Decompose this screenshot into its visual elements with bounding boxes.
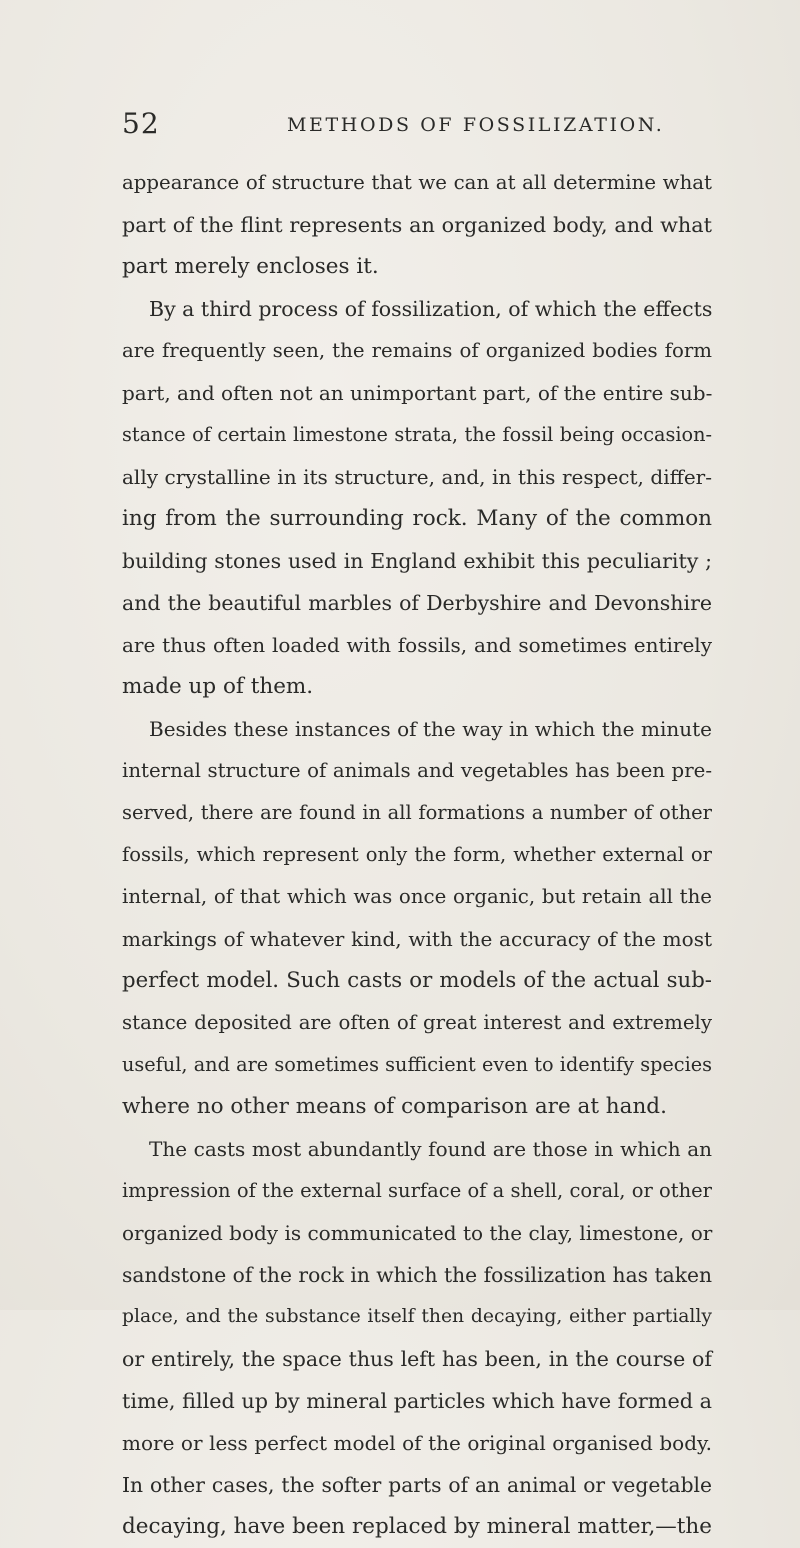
running-title: METHODS OF FOSSILIZATION. [287, 114, 665, 136]
text-line: stance deposited are often of great interest and extremely [122, 1011, 712, 1034]
text-line: useful, and are sometimes sufficient even to identify species [122, 1053, 712, 1076]
text-line: appearance of structure that we can at all determine what [122, 171, 712, 194]
text-line: organized body is communicated to the clay, limestone, or [122, 1221, 713, 1245]
text-line: are frequently seen, the remains of organized bodies form [122, 339, 712, 362]
text-line: where no other means of comparison are at hand. [122, 1094, 667, 1119]
text-line: decaying, have been replaced by mineral matter,—the [122, 1514, 712, 1539]
text-line: impression of the external surface of a shell, coral, or other [122, 1179, 712, 1202]
text-line: or entirely, the space thus left has been, in the course of [122, 1347, 712, 1371]
text-line: are thus often loaded with fossils, and sometimes entirely [122, 633, 712, 657]
text-line: perfect model. Such casts or models of the actual sub- [122, 968, 712, 993]
text-line: more or less perfect model of the original organised body. [122, 1431, 712, 1455]
text-line: part of the flint represents an organized body, and what [122, 213, 712, 237]
body-text [122, 162, 712, 1548]
page-number: 52 [122, 107, 160, 140]
text-line: In other cases, the softer parts of an animal or vegetable [122, 1473, 712, 1497]
text-line: ing from the surrounding rock. Many of the common [122, 506, 712, 531]
text-line: served, there are found in all formations a number of other [122, 801, 712, 824]
text-line: time, filled up by mineral particles which have formed a [122, 1389, 713, 1413]
text-line: part merely encloses it. [122, 254, 379, 279]
text-line: sandstone of the rock in which the fossilization has taken [122, 1263, 712, 1287]
text-line: building stones used in England exhibit this peculiarity ; [122, 549, 712, 573]
text-line: fossils, which represent only the form, whether external or [122, 843, 712, 866]
text-line: stance of certain limestone strata, the fossil being occasion- [122, 423, 712, 446]
text-line: ally crystalline in its structure, and, in this respect, differ- [122, 465, 712, 489]
paragraph-start-line: The casts most abundantly found are those in which an [149, 1137, 712, 1161]
paragraph-start-line: Besides these instances of the way in which the minute [149, 717, 712, 741]
running-head [122, 104, 712, 144]
text-line: internal structure of animals and vegetables has been pre- [122, 759, 712, 782]
text-line: markings of whatever kind, with the accuracy of the most [122, 927, 712, 951]
text-line: internal, of that which was once organic, but retain all the [122, 885, 712, 908]
text-line: place, and the substance itself then decaying, either partially [122, 1306, 712, 1327]
text-line: made up of them. [122, 674, 314, 699]
text-line: part, and often not an unimportant part, of the entire sub- [122, 381, 713, 405]
paragraph-start-line: By a third process of fossilization, of which the effects [149, 297, 713, 321]
text-line: and the beautiful marbles of Derbyshire and Devonshire [122, 591, 712, 615]
